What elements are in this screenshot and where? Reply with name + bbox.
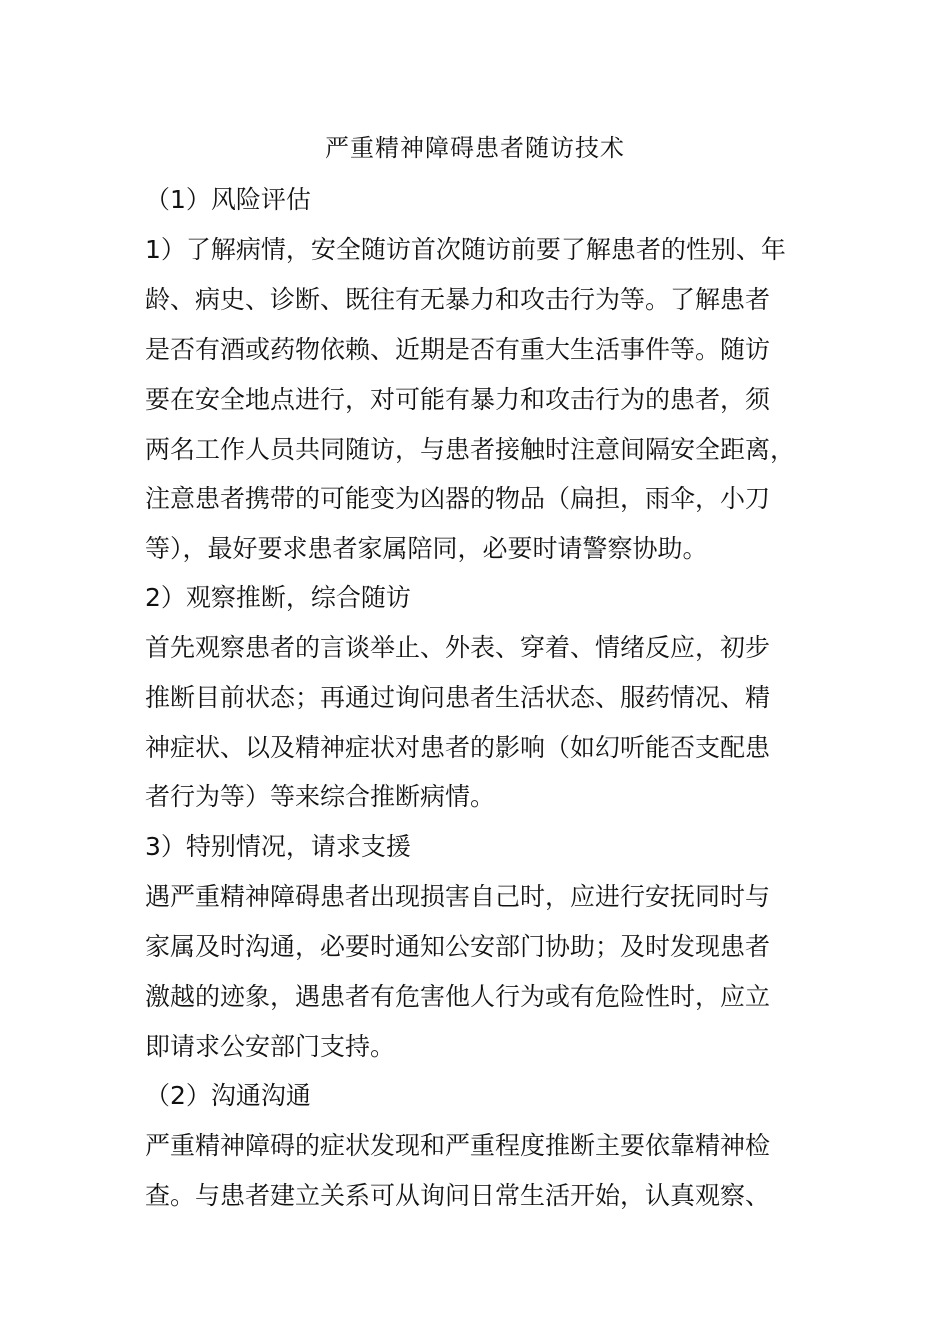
- paragraph-line: 等），最好要求患者家属陪同，必要时请警察协助。: [145, 534, 708, 563]
- paragraph-line: 两名工作人员共同随访，与患者接触时注意间隔安全距离，: [145, 435, 796, 464]
- paragraph-line: 注意患者携带的可能变为凶器的物品（扁担，雨伞，小刀: [145, 484, 771, 513]
- paragraph-line: 推断目前状态；再通过询问患者生活状态、服药情况、精: [145, 683, 771, 712]
- paragraph-line: 神症状、以及精神症状对患者的影响（如幻听能否支配患: [145, 733, 771, 762]
- paragraph-line: 查。与患者建立关系可从询问日常生活开始，认真观察、: [145, 1181, 771, 1210]
- section-heading-communication: （2）沟通沟通: [145, 1081, 311, 1110]
- paragraph-line: 严重精神障碍的症状发现和严重程度推断主要依靠精神检: [145, 1131, 771, 1160]
- paragraph-line: 即请求公安部门支持。: [145, 1032, 396, 1061]
- paragraph-line: 者行为等）等来综合推断病情。: [145, 782, 496, 811]
- subsection-heading-special-situations: 3）特别情况，请求支援: [145, 832, 411, 861]
- paragraph-line: 家属及时沟通，必要时通知公安部门协助；及时发现患者: [145, 932, 771, 961]
- paragraph-line: 要在安全地点进行，对可能有暴力和攻击行为的患者，须: [145, 385, 771, 414]
- paragraph-line: 遇严重精神障碍患者出现损害自己时，应进行安抚同时与: [145, 882, 771, 911]
- paragraph-line: 1）了解病情，安全随访首次随访前要了解患者的性别、年: [145, 235, 786, 264]
- paragraph-line: 首先观察患者的言谈举止、外表、穿着、情绪反应，初步: [145, 633, 771, 662]
- subsection-heading-observation: 2）观察推断，综合随访: [145, 583, 411, 612]
- paragraph-line: 龄、病史、诊断、既往有无暴力和攻击行为等。了解患者: [145, 285, 771, 314]
- section-heading-risk-assessment: （1）风险评估: [145, 185, 311, 214]
- paragraph-line: 激越的迹象，遇患者有危害他人行为或有危险性时，应立: [145, 982, 771, 1011]
- paragraph-line: 是否有酒或药物依赖、近期是否有重大生活事件等。随访: [145, 335, 771, 364]
- document-title: 严重精神障碍患者随访技术: [325, 134, 625, 162]
